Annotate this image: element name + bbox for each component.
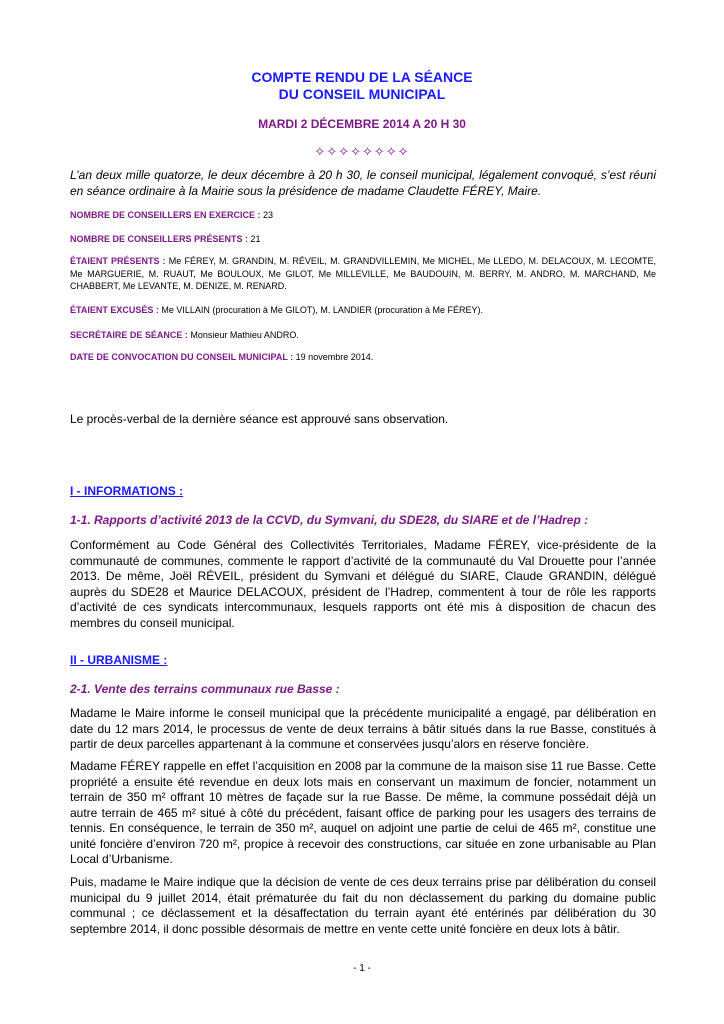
etaient-excuses-label: ÉTAIENT EXCUSÉS : <box>70 305 159 315</box>
date-convocation <box>70 351 656 364</box>
conseillers-presents <box>70 233 656 246</box>
conseillers-presents-value: 21 <box>248 234 261 244</box>
vente-paragraph-2: Madame FÉREY rappelle en effet l’acquisition en 2008 par la commune de la maison sise 11 rue Basse. Cette propriété a ensuite été revendue en deux lots mais en conservant un maximum de foncier, notamment un terrain de 350 m² offrant 10 mètres de façade sur la rue Basse. De même, la commune possédait déjà un autre terrain de 465 m² situé à côté du précédent, faisant office de parking pour les usagers des terrains de tennis. En conséquence, le terrain de 350 m², auquel on adjoint une partie de celui de 465 m², constitue une unité foncière d’environ 720 m², propice à recevoir des constructions, car située en zone urbanisable au Plan Local d’Urbanisme. <box>70 759 656 866</box>
secretaire-seance <box>70 329 656 342</box>
etaient-excuses <box>70 304 656 317</box>
page-number: - 1 - <box>353 963 371 974</box>
vente-paragraph-3: Puis, madame le Maire indique que la décision de vente de ces deux terrains prise par délibération du conseil municipal du 9 juillet 2014, était prématurée du fait du non déclassement du parking du domaine public communal ; ce déclassement et la désaffectation du terrain ayant été entérinés par délibération du 30 septembre 2014, il donc possible désormais de mettre en vente cette unité foncière en deux lots à bâtir. <box>70 875 656 936</box>
subsection-vente-title: 2-1. Vente des terrains communaux rue Basse : <box>70 682 340 696</box>
meeting-date: MARDI 2 DÉCEMBRE 2014 A 20 H 30 <box>258 117 466 131</box>
intro-paragraph: L’an deux mille quatorze, le deux décembre à 20 h 30, le conseil municipal, légalement convoqué, s’est réuni en séance ordinaire à la Mairie sous la présidence de madame Claudette FÉREY, Maire. <box>70 168 656 198</box>
subsection-rapports-title: 1-1. Rapports d’activité 2013 de la CCVD, du Symvani, du SDE28, du SIARE et de l’Hadrep : <box>70 513 589 527</box>
date-convocation-value: 19 novembre 2014. <box>293 352 374 362</box>
document-title-line2: DU CONSEIL MUNICIPAL <box>278 86 446 102</box>
secretaire-seance-label: SECRÉTAIRE DE SÉANCE : <box>70 330 188 340</box>
conseillers-exercice <box>70 209 656 222</box>
decorative-stars-icon: ✧✧✧✧✧✧✧✧ <box>314 144 410 159</box>
date-convocation-label: DATE DE CONVOCATION DU CONSEIL MUNICIPAL : <box>70 352 294 362</box>
etaient-presents-value: Me FÉREY, M. GRANDIN, M. RÉVEIL, M. GRANDVILLEMIN, Me MICHEL, Me LLEDO, M. DELACOUX, M. LECOMTE, Me MARGUERIE, M. RUAUT, Me BOULOUX, Me GILOT, Me MILLEVILLE, Me BAUDOUIN, M. BERRY, M. ANDRO, M. MARCHAND, Me CHABBERT, Me LEVANTE, M. DENIZE, M. RENARD. <box>70 256 656 291</box>
pv-approval: Le procès-verbal de la dernière séance est approuvé sans observation. <box>70 412 449 426</box>
section-informations-title: I - INFORMATIONS : <box>70 484 184 498</box>
etaient-presents-label: ÉTAIENT PRÉSENTS : <box>70 256 166 266</box>
conseillers-exercice-value: 23 <box>260 210 274 220</box>
document-title-line1: COMPTE RENDU DE LA SÉANCE <box>251 69 473 85</box>
secretaire-seance-value: Monsieur Mathieu ANDRO. <box>187 330 299 340</box>
conseillers-presents-label: NOMBRE DE CONSEILLERS PRÉSENTS : <box>70 234 249 244</box>
conseillers-exercice-label: NOMBRE DE CONSEILLERS EN EXERCICE : <box>70 210 261 220</box>
section-urbanisme-title: II - URBANISME : <box>70 653 168 667</box>
etaient-presents <box>70 255 656 293</box>
vente-paragraph-1: Madame le Maire informe le conseil municipal que la précédente municipalité a engagé, par délibération en date du 12 mars 2014, le processus de vente de deux terrains à bâtir situés dans la rue Basse, constitués à partir de deux parcelles appartenant à la commune et conservées jusqu’alors en réserve foncière. <box>70 706 656 751</box>
etaient-excuses-value: Me VILLAIN (procuration à Me GILOT), M. LANDIER (procuration à Me FÉREY). <box>158 305 483 315</box>
rapports-paragraph: Conformément au Code Général des Collectivités Territoriales, Madame FÉREY, vice-présidente de la communauté de communes, commente le rapport d’activité de la communauté du Val Drouette pour l’année 2013. De même, Joël RÉVEIL, président du Symvani et délégué du SIARE, Claude GRANDIN, délégué auprès du SDE28 et Maurice DELACOUX, président de l’Hadrep, commentent à tour de rôle les rapports d’activité de ces syndicats intercommunaux, lesquels rapports ont été mis à disposition de chacun des membres du conseil municipal. <box>70 538 656 630</box>
